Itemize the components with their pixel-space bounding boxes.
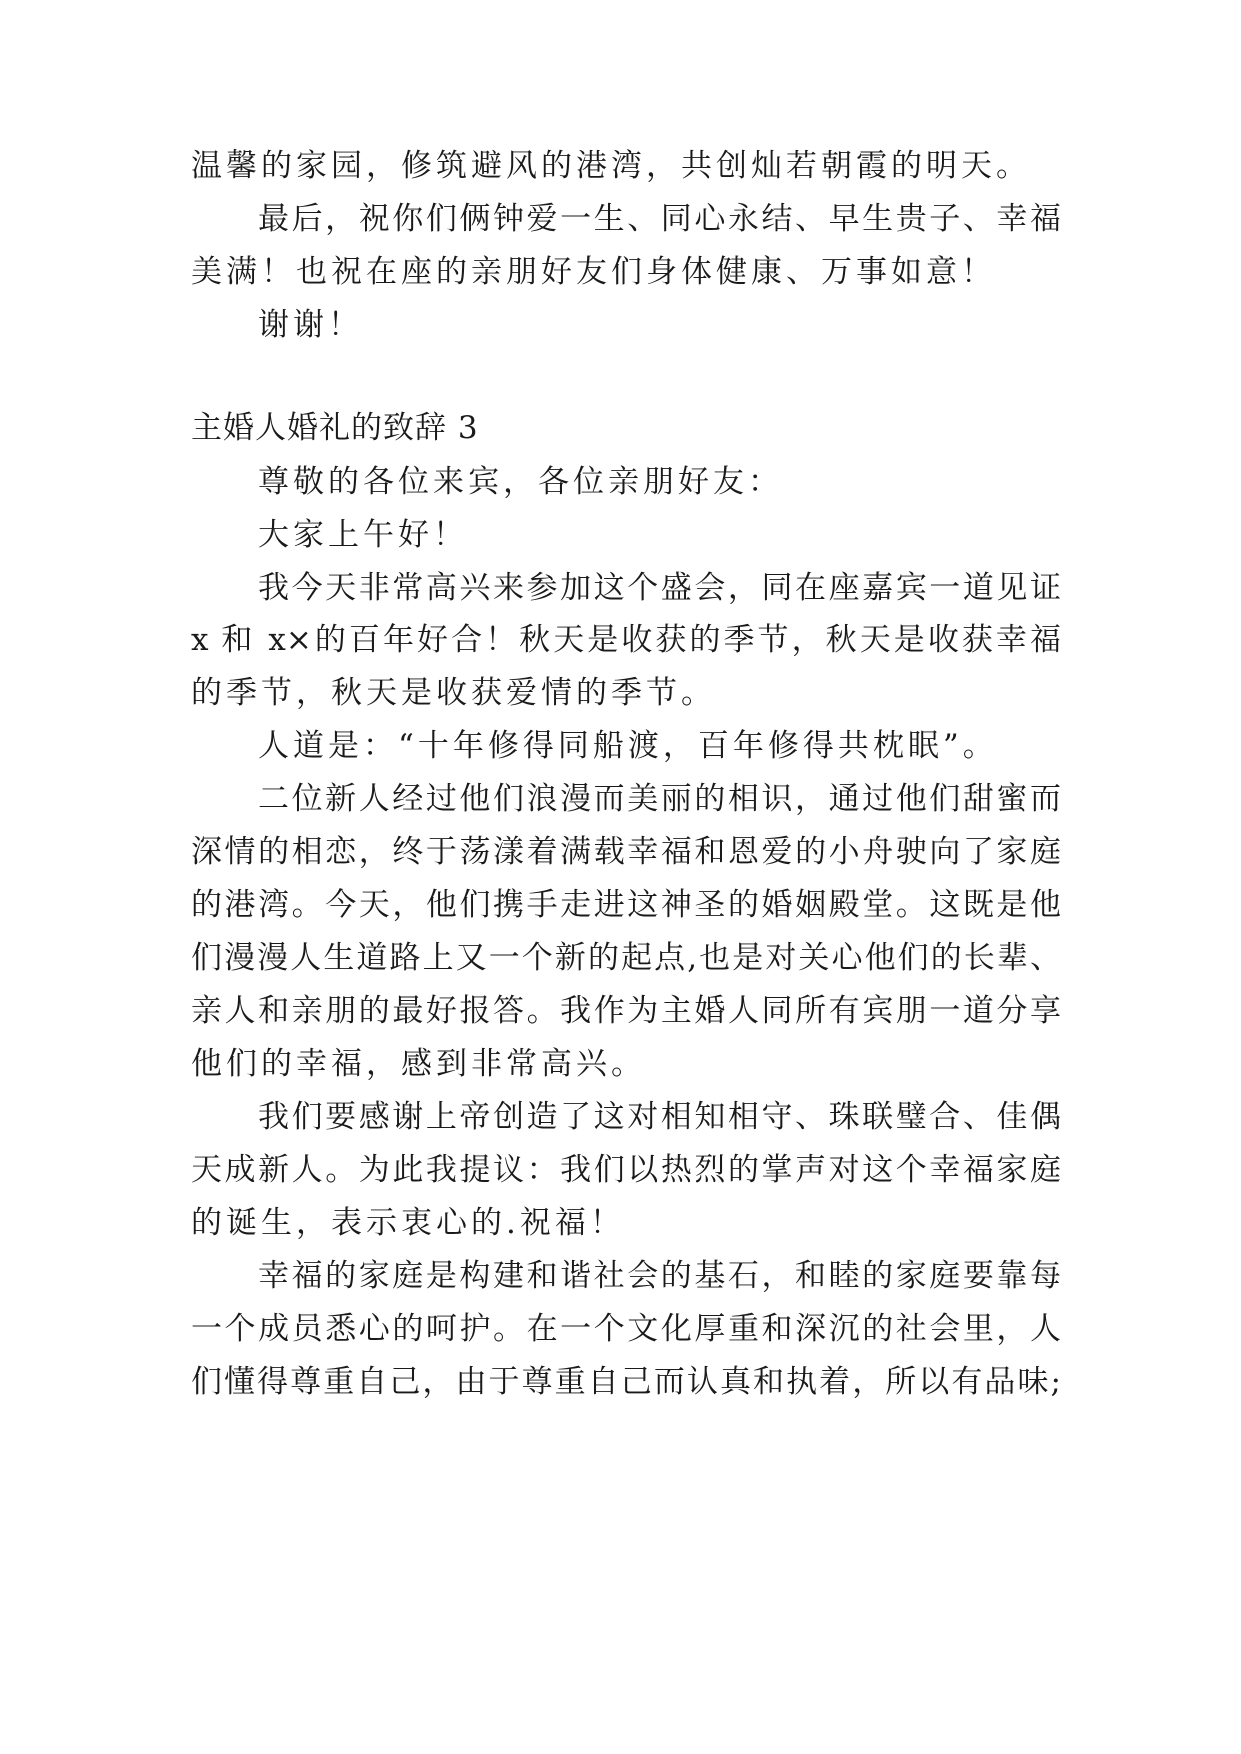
text-line: 美满！也祝在座的亲朋好友们身体健康、万事如意！ xyxy=(191,254,996,290)
text-line: 谢谢！ xyxy=(258,307,363,343)
section-heading: 主婚人婚礼的致辞 3 xyxy=(191,410,479,446)
text-line: 们懂得尊重自己，由于尊重自己而认真和执着，所以有品味; xyxy=(191,1364,1061,1400)
text-line: x 和 x×的百年好合！秋天是收获的季节，秋天是收获幸福 xyxy=(191,622,1061,658)
text-line: 最后，祝你们俩钟爱一生、同心永结、早生贵子、幸福 xyxy=(258,201,1061,237)
text-line: 人道是：“十年修得同船渡，百年修得共枕眠”。 xyxy=(258,728,998,764)
text-line: 深情的相恋，终于荡漾着满载幸福和恩爱的小舟驶向了家庭 xyxy=(191,834,1061,870)
text-line: 我们要感谢上帝创造了这对相知相守、珠联璧合、佳偶 xyxy=(258,1099,1061,1135)
text-line: 温馨的家园，修筑避风的港湾，共创灿若朝霞的明天。 xyxy=(191,148,1031,184)
text-line: 的港湾。今天，他们携手走进这神圣的婚姻殿堂。这既是他 xyxy=(191,887,1061,923)
text-line: 他们的幸福，感到非常高兴。 xyxy=(191,1046,646,1082)
text-line: 一个成员悉心的呵护。在一个文化厚重和深沉的社会里，人 xyxy=(191,1311,1061,1347)
text-line: 大家上午好！ xyxy=(258,517,468,553)
text-line: 天成新人。为此我提议：我们以热烈的掌声对这个幸福家庭 xyxy=(191,1152,1061,1188)
text-line: 尊敬的各位来宾，各位亲朋好友： xyxy=(258,464,783,500)
text-line: 亲人和亲朋的最好报答。我作为主婚人同所有宾朋一道分享 xyxy=(191,993,1061,1029)
text-line: 幸福的家庭是构建和谐社会的基石，和睦的家庭要靠每 xyxy=(258,1258,1061,1294)
text-line: 二位新人经过他们浪漫而美丽的相识，通过他们甜蜜而 xyxy=(258,781,1061,817)
text-line: 的诞生，表示衷心的.祝福！ xyxy=(191,1205,625,1241)
text-line: 我今天非常高兴来参加这个盛会，同在座嘉宾一道见证 xyxy=(258,570,1061,606)
text-line: 们漫漫人生道路上又一个新的起点,也是对关心他们的长辈、 xyxy=(191,940,1061,976)
text-line: 的季节，秋天是收获爱情的季节。 xyxy=(191,675,716,711)
